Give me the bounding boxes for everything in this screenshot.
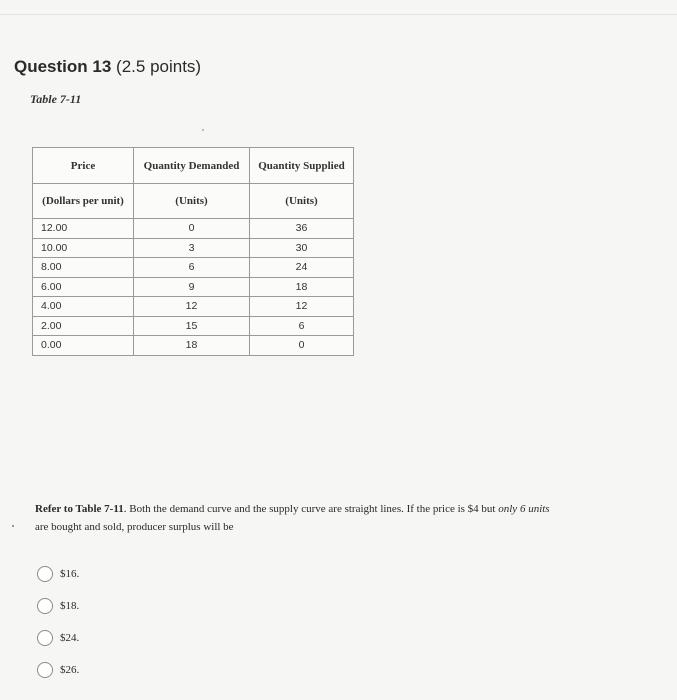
table-row	[33, 277, 354, 297]
prompt-sentence2: are bought and sold, producer surplus will be	[35, 521, 234, 533]
answer-label: $16.	[60, 568, 80, 580]
answer-option[interactable]	[37, 590, 79, 622]
supplied-cell: 18	[250, 277, 354, 297]
table-row	[33, 316, 354, 336]
supplied-cell: 24	[250, 258, 354, 278]
supplied-cell: 0	[250, 336, 354, 356]
answer-option[interactable]	[37, 622, 79, 654]
question-header	[14, 57, 201, 77]
price-cell: 10.00	[33, 238, 134, 258]
demanded-cell: 6	[134, 258, 250, 278]
supplied-cell: 36	[250, 219, 354, 239]
prompt-emphasis: only 6 units	[498, 503, 550, 515]
subheader-demanded-unit: (Units)	[134, 184, 250, 219]
answer-label: $26.	[60, 664, 80, 676]
price-cell: 2.00	[33, 316, 134, 336]
demanded-cell: 15	[134, 316, 250, 336]
table-row	[33, 336, 354, 356]
answer-label: $18.	[60, 600, 80, 612]
radio-button[interactable]	[37, 630, 53, 646]
table-subheader-row	[33, 184, 354, 219]
supplied-cell: 6	[250, 316, 354, 336]
radio-button[interactable]	[37, 598, 53, 614]
answer-label: $24.	[60, 632, 80, 644]
table-header-row	[33, 148, 354, 184]
question-title: Question 13	[14, 57, 112, 76]
subheader-price-unit: (Dollars per unit)	[33, 184, 134, 219]
supply-demand-table	[32, 147, 354, 356]
demanded-cell: 18	[134, 336, 250, 356]
demanded-cell: 12	[134, 297, 250, 317]
demanded-cell: 0	[134, 219, 250, 239]
header-price: Price	[33, 148, 134, 184]
demanded-cell: 9	[134, 277, 250, 297]
header-quantity-demanded: Quantity Demanded	[134, 148, 250, 184]
price-cell: 12.00	[33, 219, 134, 239]
question-points: (2.5 points)	[116, 57, 202, 76]
question-prompt	[35, 500, 635, 536]
radio-button[interactable]	[37, 662, 53, 678]
bullet-dot	[12, 525, 14, 527]
prompt-sentence1: . Both the demand curve and the supply curve are straight lines. If the price is $4 but	[123, 503, 499, 515]
table-row	[33, 297, 354, 317]
demanded-cell: 3	[134, 238, 250, 258]
table-row	[33, 258, 354, 278]
price-cell: 8.00	[33, 258, 134, 278]
answer-option[interactable]	[37, 654, 79, 686]
stray-dot	[202, 129, 204, 131]
price-cell: 0.00	[33, 336, 134, 356]
price-cell: 4.00	[33, 297, 134, 317]
table-caption: Table 7-11	[30, 92, 82, 106]
supplied-cell: 30	[250, 238, 354, 258]
answer-option[interactable]	[37, 558, 79, 590]
subheader-supplied-unit: (Units)	[250, 184, 354, 219]
top-divider	[0, 14, 677, 15]
radio-button[interactable]	[37, 566, 53, 582]
table-row	[33, 219, 354, 239]
price-cell: 6.00	[33, 277, 134, 297]
table-row	[33, 238, 354, 258]
prompt-table-ref: Table 7-11	[75, 503, 124, 515]
header-quantity-supplied: Quantity Supplied	[250, 148, 354, 184]
supplied-cell: 12	[250, 297, 354, 317]
answer-options	[37, 558, 79, 686]
prompt-refer: Refer to	[35, 503, 76, 515]
